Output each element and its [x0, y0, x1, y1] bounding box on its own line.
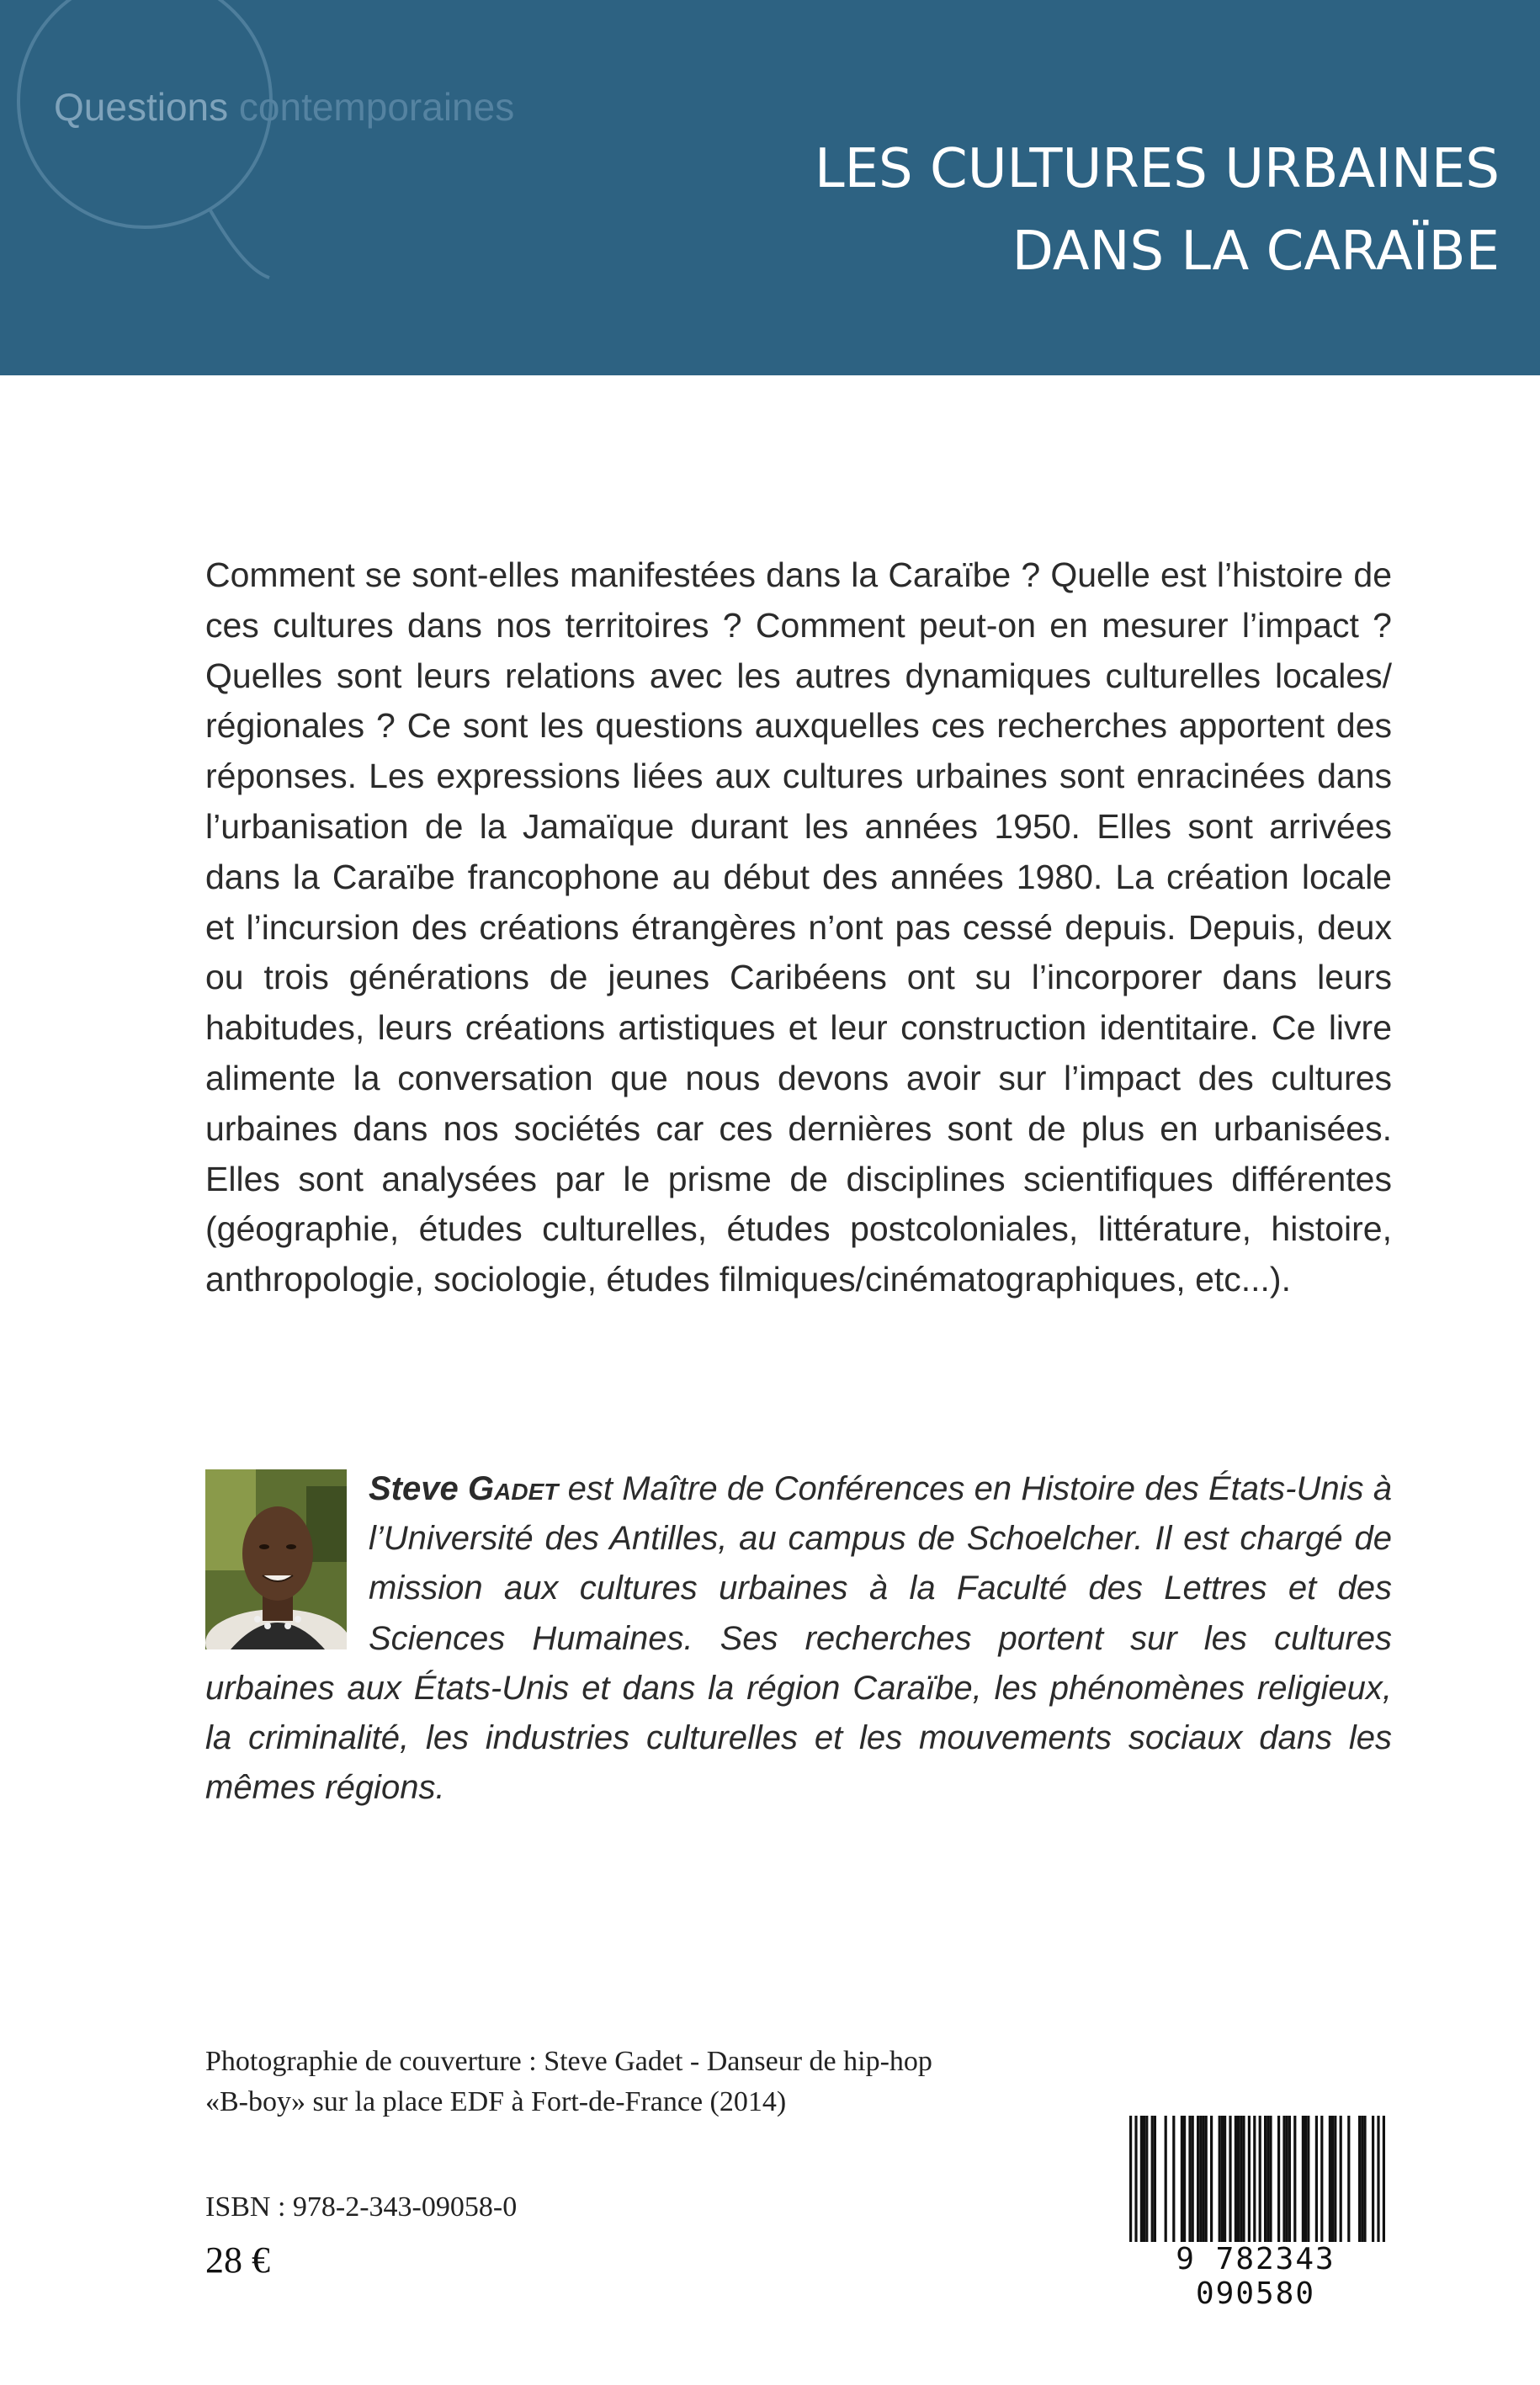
barcode-bar	[1192, 2116, 1194, 2242]
barcode-bar	[1242, 2116, 1245, 2242]
barcode-bar	[1264, 2116, 1267, 2242]
barcode-bar	[1383, 2116, 1385, 2259]
barcode-bar	[1377, 2116, 1379, 2259]
book-title	[815, 128, 1500, 293]
author-last-name: Gadet	[468, 1470, 559, 1507]
barcode-bar	[1188, 2116, 1191, 2242]
book-title-line-2: DANS LA CARAÏBE	[1012, 220, 1500, 283]
barcode-bar	[1140, 2116, 1143, 2242]
barcode-bar	[1372, 2116, 1374, 2242]
barcode-bar	[1340, 2116, 1342, 2242]
barcode-bar	[1302, 2116, 1304, 2242]
barcode-bar	[1320, 2116, 1323, 2242]
barcode-bar	[1172, 2116, 1175, 2242]
barcode-bar	[1219, 2116, 1221, 2242]
barcode-bar	[1331, 2116, 1334, 2242]
barcode-bar	[1210, 2116, 1213, 2242]
q-logo-icon	[0, 0, 353, 303]
barcode-bar	[1197, 2116, 1199, 2242]
author-bio	[205, 1464, 1392, 1813]
barcode-bar	[1154, 2116, 1156, 2242]
barcode-bar	[1286, 2116, 1288, 2242]
photo-credit	[205, 2042, 1089, 2122]
barcode-bar	[1282, 2116, 1285, 2242]
price: 28 €	[205, 2239, 270, 2281]
photo-credit-line-2: «B-boy» sur la place EDF à Fort-de-France (2014)	[205, 2086, 787, 2117]
back-cover-summary: Comment se sont-elles manifestées dans la Caraïbe ? Quelle est l’histoire de ces cultures dans nos territoires ? Comment peut-on en mesurer l’impact ? Quelles sont leurs relations avec les autres dynamiques culturelles locales/ régionales ? Ce sont les questions auxquelles ces recherches apportent des réponses. Les expressions liées aux cultures urbaines sont enracinées dans l’urbanisation de la Jamaïque durant les années 1950. Elles sont arrivées dans la Caraïbe francophone au début des années 1980. La création locale et l’incursion des créations étrangères n’ont pas cessé depuis. Depuis, deux ou trois générations de jeunes Caribéens ont su l’incorporer dans leurs habitudes, leurs créations artistiques et leur construction identitaire. Ce livre alimente la conversation que nous devons avoir sur l’impact des cultures urbaines dans nos sociétés car ces dernières sont de plus en urbanisées. Elles sont analysées par le prisme de disciplines scientifiques différentes (géographie, études culturelles, études postcoloniales, littérature, histoire, anthropologie, sociologie, études filmiques/cinématographiques, etc...).	[205, 555, 1392, 1299]
barcode-bar	[1259, 2116, 1261, 2259]
barcode-bar	[1361, 2116, 1363, 2242]
barcode-bar	[1221, 2116, 1224, 2242]
barcode-bar	[1248, 2116, 1251, 2242]
barcode-bar	[1277, 2116, 1280, 2242]
barcode-bar	[1235, 2116, 1237, 2242]
barcode-bar	[1358, 2116, 1361, 2242]
barcode-bar	[1134, 2116, 1137, 2259]
series-word-questions: Questions	[54, 85, 229, 129]
barcode-bar	[1199, 2116, 1202, 2242]
barcode-bar	[1143, 2116, 1145, 2242]
barcode-bar	[1304, 2116, 1307, 2242]
barcode-bar	[1202, 2116, 1204, 2242]
barcode-bar	[1334, 2116, 1336, 2242]
barcode-bar	[1267, 2116, 1269, 2242]
barcode-bar	[1165, 2116, 1167, 2242]
barcode-bar	[1145, 2116, 1148, 2242]
author-bio-text: est Maître de Conférences en Histoire des États-Unis à l’Université des Antilles, au campus de Schoelcher. Il est chargé de mission aux cultures urbaines à la Faculté des Lettres et des Sciences Humaines. Ses recherches portent sur les cultures urbaines aux États-Unis et dans la région Caraïbe, les phénomènes religieux, la criminalité, les industries culturelles et les mouvements sociaux dans les mêmes régions.	[205, 1470, 1392, 1807]
barcode-bar	[1307, 2116, 1309, 2242]
barcode-bar	[1224, 2116, 1226, 2242]
barcode-digits: 9 782343 090580	[1114, 2242, 1397, 2311]
barcode-bar	[1129, 2116, 1132, 2259]
barcode-bar	[1269, 2116, 1272, 2242]
barcode-bar	[1329, 2116, 1331, 2242]
book-title-line-1: LES CULTURES URBAINES	[814, 138, 1500, 200]
barcode-bar	[1363, 2116, 1366, 2242]
barcode-bar	[1288, 2116, 1291, 2242]
barcode-bar	[1315, 2116, 1318, 2242]
author-first-name: Steve	[369, 1470, 459, 1507]
barcode-bar	[1205, 2116, 1208, 2242]
photo-credit-line-1: Photographie de couverture : Steve Gadet - Danseur de hip-hop	[205, 2046, 932, 2077]
barcode-bar	[1181, 2116, 1183, 2242]
series-name	[54, 84, 514, 130]
barcode-bar	[1240, 2116, 1242, 2242]
barcode-bar	[1151, 2116, 1154, 2242]
barcode-bar	[1293, 2116, 1296, 2242]
cover-header-band	[0, 0, 1540, 375]
barcode-bar	[1183, 2116, 1186, 2242]
isbn: ISBN : 978-2-343-09058-0	[205, 2191, 518, 2223]
barcode-bar	[1237, 2116, 1240, 2242]
barcode-bar	[1253, 2116, 1256, 2259]
series-word-contemporaines: contemporaines	[238, 85, 515, 129]
barcode-bar	[1229, 2116, 1231, 2242]
barcode-bar	[1347, 2116, 1350, 2242]
